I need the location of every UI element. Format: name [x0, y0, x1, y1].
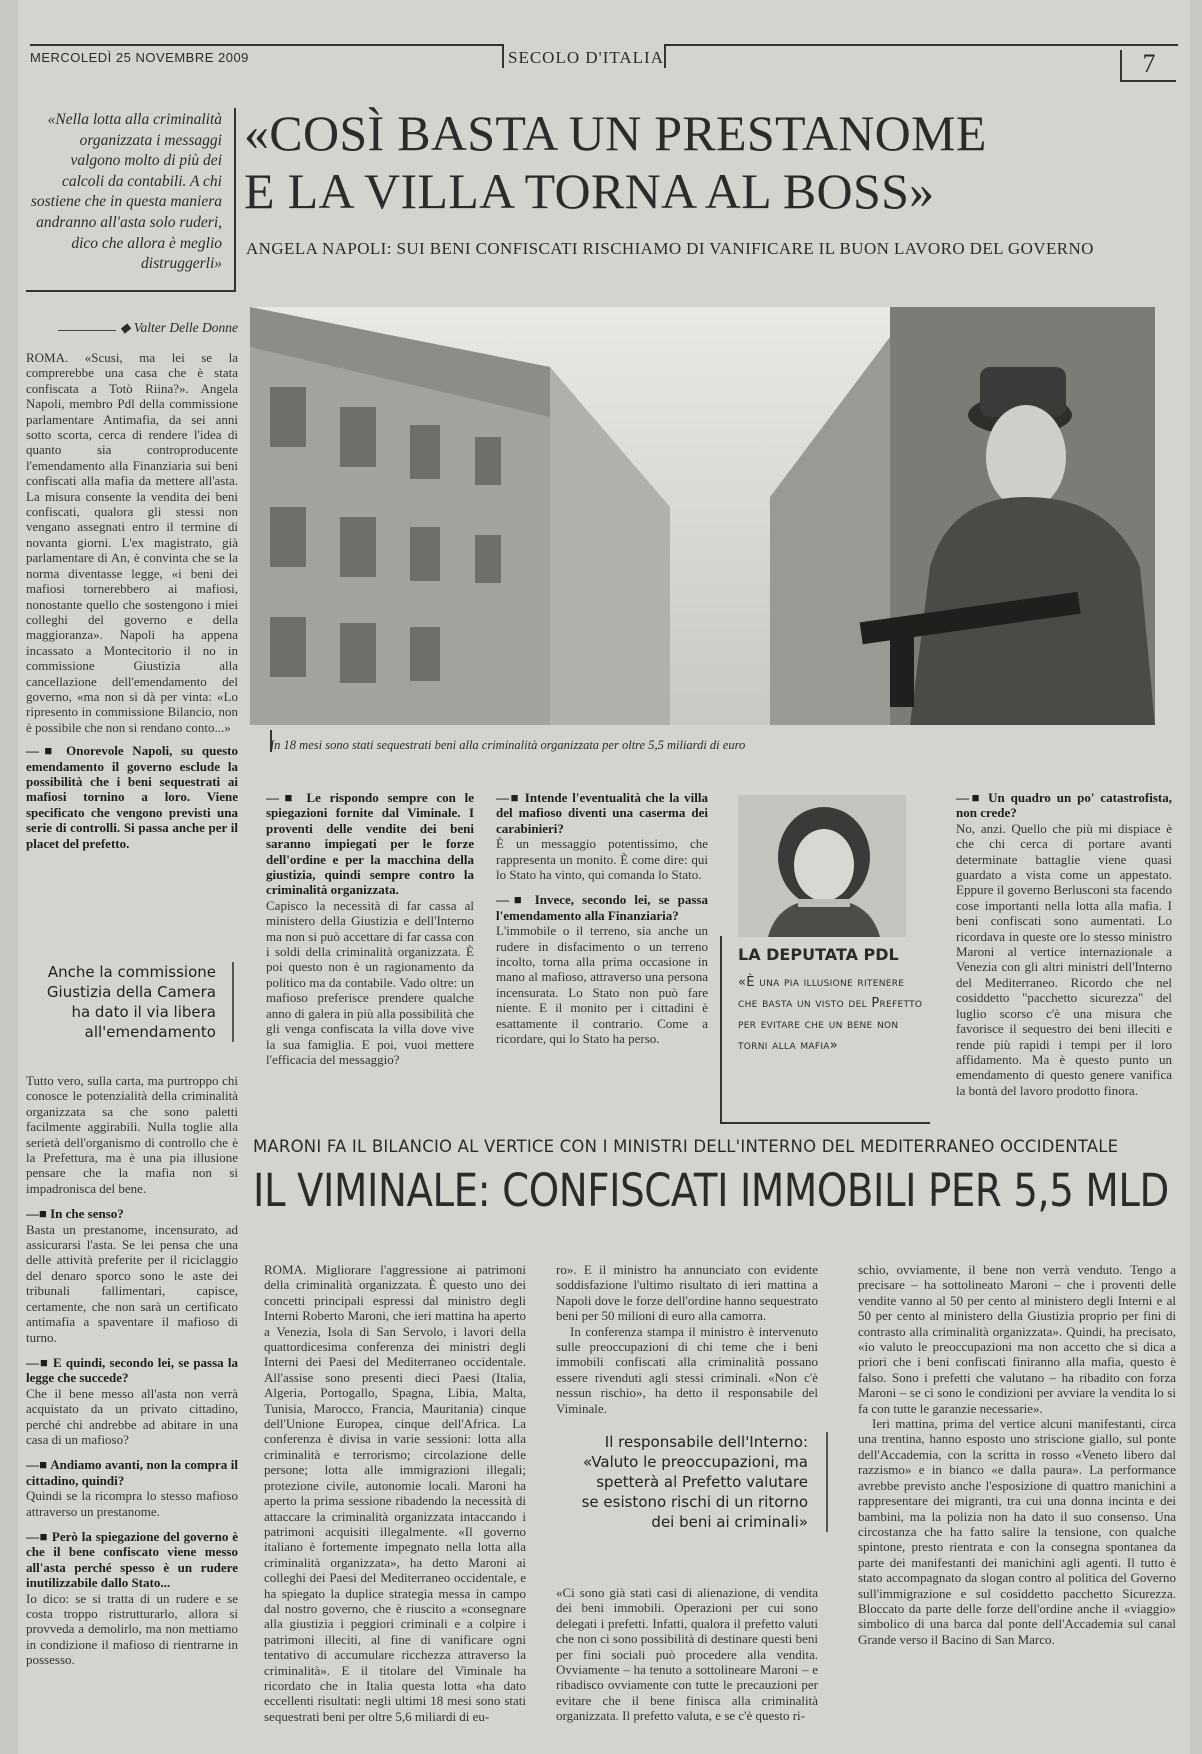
- photo-caption: In 18 mesi sono stati sequestrati beni alla criminalità organizzata per oltre 5,5 miliardi di euro: [270, 738, 746, 752]
- header-date: MERCOLEDÌ 25 NOVEMBRE 2009: [30, 50, 249, 65]
- interview-question-8-text: Invece, secondo lei, se passa l'emendamento alla Finanziaria?: [496, 892, 708, 923]
- byline-author: Valter Delle Donne: [133, 320, 238, 335]
- interview-question-5-text: Però la spiegazione del governo è che il bene confiscato viene messo all'asta perché spesso è un rudere inutilizzabile dallo Stato...: [26, 1528, 238, 1591]
- article-title-line-1: «COSÌ BASTA UN PRESTANOME: [244, 105, 987, 161]
- article-2-col-2-paragraph-1: ro». E il ministro ha annunciato con evidente soddisfazione l'ultimo risultato di ieri mattina a Napoli dove le forze dell'ordine hanno sequestrato beni per 50 milioni di euro alla camorra.: [556, 1262, 818, 1324]
- article-col-3: [496, 790, 708, 1047]
- article-2-col-1-text: ROMA. Migliorare l'aggressione ai patrimoni della criminalità organizzata. È questo uno dei concetti principali espressi dal ministro degli Interni Roberto Maroni, che ieri mattina ha aperto a Venezia, Isola di San Servolo, i lavori della quattordicesima conferenza dei ministri degli Interni dei Paesi del Mediterraneo occidentale. All'assise sono presenti dieci Paesi (Italia, Algeria, Portogallo, Spagna, Libia, Malta, Tunisia, Marocco, Francia, Mauritania) cinque dell'Unione Europea, cinque dell'Africa. La conferenza è divisa in varie sessioni: lotta alla criminalità e terrorismo; circolazione delle persone; lotta alle immigrazioni illegali; protezione civile, autonomie locali. Maroni ha aperto la prima sessione ribadendo la necessità di attaccare la criminalità organizzata intaccando i patrimoni acquisiti illegalmente. «Il governo italiano è fortemente impegnato nella lotta alla criminalità organizzata», ha detto Maroni ai colleghi dei Paesi del Mediterraneo occidentale, e ha spiegato la duplice strategia messa in campo dal nostro governo, che è riuscito a «consegnare alla giustizia i peggiori criminali e a colpire i patrimoni illeciti, al fine di vanificare ogni tentativo di accumulare ricchezza attraverso la criminalità». E il titolare del Viminale ha ricordato che in Italia questa lotta «ha dato eccellenti risultati: negli ultimi 18 mesi sono stati sequestrati beni per oltre 5,6 miliardi di eu-: [264, 1262, 526, 1724]
- deputy-photo: [738, 795, 906, 937]
- byline-diamond-icon: ◆: [120, 320, 134, 335]
- article-lead-paragraph: ROMA. «Scusi, ma lei se la comprerebbe una casa che è stata confiscata a Totò Riina?». Angela Napoli, membro Pdl della commissione parlamentare Antimafia, da sei anni sotto scorta, cerca di rendere l'idea di quanto sia controproducente l'emendamento alla Finanziaria sui beni confiscati alla mafia da mettere all'asta. La misura consente la vendita dei beni confiscati, qualora gli stessi non vengano assegnati entro il termine di novanta giorni. L'ex magistrato, già parlamentare di An, è convinta che se la norma diventasse legge, «i beni dei mafiosi tornerebbero ai mafiosi, nonostante quello che sostengono i miei colleghi del governo e della maggioranza». Napoli ha appena incassato a Montecitorio il no in commissione Giustizia alla cancellazione dell'emendamento del governo, «ma non si dà per vinta: «Lo ripresento in commissione Bilancio, non è possibile che non si rendano conto...»: [26, 350, 238, 735]
- carabiniere-photo-illustration: [250, 307, 1155, 725]
- article-col-2: [266, 790, 474, 1067]
- article-2-col-3-paragraph-1: schio, ovviamente, il bene non verrà venduto. Tengo a precisare – ha sottolineato Maroni – che i proventi delle vendite vanno al 50 per cento al ministero degli Interni e al 50 per cento al ministero della Giustizia proprio per fini di contrasto alla criminalità organizzata». Quindi, ha precisato, «io valuto le preoccupazioni ma non accetto che si dica a priori che i beni confiscati finiranno alla mafia, questo è falso. Sono i prefetti che valutano – ha ribadito con forza Maroni – se ci sono le condizioni per avviare la vendita lo si fa con tutte le garanzie necessarie».: [858, 1262, 1176, 1416]
- interview-answer-1: Tutto vero, sulla carta, ma purtroppo chi conosce le potenzialità della criminalità organizzata sa che sono paletti facilmente aggirabili. Nulla toglie alla serietà dell'organismo di controllo che è la Prefettura, ma è una pia illusione pensare che la mafia non si impadronisca del bene.: [26, 1073, 238, 1196]
- interview-question-3: —■ E quindi, secondo lei, se passa la legge che succede?: [26, 1354, 238, 1386]
- interview-question-6-text: Le rispondo sempre con le spiegazioni fornite dal Viminale. I proventi delle vendite dei beni saranno impiegati per le forze dell'ordine e per la macchina della giustizia, quindi sempre contro la criminalità organizzata.: [266, 790, 474, 898]
- deputy-box-quote: «È una pia illusione ritenere che basta un visto del Prefetto per evitare che un bene non torni alla mafia»: [738, 975, 923, 1053]
- article-2-kicker: MARONI FA IL BILANCIO AL VERTICE CON I MINISTRI DELL'INTERNO DEL MEDITERRANEO OCCIDENTALE: [253, 1137, 1119, 1156]
- interview-question-6: —■ Le rispondo sempre con le spiegazioni fornite dal Viminale. I proventi delle vendite dei beni saranno impiegati per le forze dell'ordine e per la macchina della giustizia, quindi sempre contro la criminalità organizzata.: [266, 790, 474, 898]
- pull-quote-1: Anche la commissione Giustizia della Camera ha dato il via libera all'emendamento: [28, 962, 234, 1042]
- interview-answer-4: Quindi se la ricompra lo stesso mafioso attraverso un prestanome.: [26, 1488, 238, 1519]
- interview-question-7: —■ Intende l'eventualità che la villa del mafioso diventi una caserma dei carabinieri?: [496, 790, 708, 836]
- article-col-1-top: [26, 350, 238, 851]
- interview-question-1-text: Onorevole Napoli, su questo emendamento il governo esclude la possibilità che i beni sequestrati ai mafiosi tornino a loro. Viene specificato che vengono previsti una serie di controlli. Si passa anche per il placet del prefetto.: [26, 743, 239, 851]
- page-number: 7: [1120, 50, 1176, 82]
- header-rule-tick-2: [664, 44, 666, 68]
- article-2-col-2-top: [556, 1262, 818, 1416]
- interview-question-4: —■ Andiamo avanti, non la compra il cittadino, quindi?: [26, 1457, 238, 1488]
- newspaper-page: [18, 0, 1190, 1754]
- deputy-portrait: [738, 795, 906, 937]
- interview-answer-8: L'immobile o il terreno, sia anche un rudere in disfacimento o un terreno incolto, torna alla prima occasione in mano al mafioso, attraverso una persona incensurata. Lo Stato non può fare niente. E il monito per i cittadini è esattamente il contrario. Come a ricordare, qui lo Stato ha perso.: [496, 923, 708, 1047]
- lead-quote: «Nella lotta alla criminalità organizzata i messaggi valgono molto di più dei calcoli da contabili. A chi sostiene che in questa maniera andranno all'asta solo ruderi, dico che allora è meglio distruggerli»: [26, 108, 236, 292]
- interview-question-9-text: Un quadro un po' catastrofista, non crede?: [956, 790, 1172, 821]
- article-2-col-2-paragraph-3: «Ci sono già stati casi di alienazione, di vendita dei beni immobili. Operazioni per cui sono delegati i prefetti. Infatti, qualora il prefetto valuti che non ci sono possibilità di destinare questi beni per fini sociali può procedere alla vendita. Ovviamente – ha tenuto a sottolineare Maroni – e ribadisco ovviamente con tutte le precauzioni per evitare che il bene finisca alla criminalità organizzata. Il prefetto valuta, e se c'è questo ri-: [556, 1585, 818, 1724]
- interview-question-5: —■ Però la spiegazione del governo è che il bene confiscato viene messo all'asta perché spesso è un rudere inutilizzabile dallo Stato...: [26, 1528, 238, 1591]
- header-rule-tick: [502, 44, 504, 68]
- article-2-col-2-bottom: [556, 1585, 818, 1724]
- interview-question-1: [26, 743, 238, 851]
- article-col-4: [956, 790, 1172, 1098]
- interview-answer-5: Io dico: se si tratta di un rudere e se costa troppo ristrutturarlo, allora si provveda a demolirlo, ma non mettiamo in condizione il mafioso di rientrarne in possesso.: [26, 1590, 238, 1668]
- article-subtitle: ANGELA NAPOLI: SUI BENI CONFISCATI RISCHIAMO DI VANIFICARE IL BUON LAVORO DEL GOVERNO: [246, 239, 1094, 258]
- interview-question-4-text: Andiamo avanti, non la compra il cittadino, quindi?: [26, 1457, 238, 1488]
- interview-answer-7: È un messaggio potentissimo, che rappresenta un monito. È come dire: qui lo Stato ha vinto, qui comanda lo Stato.: [496, 836, 708, 883]
- deputy-box-title: LA DEPUTATA PDL: [738, 945, 899, 964]
- interview-question-9: —■ Un quadro un po' catastrofista, non crede?: [956, 790, 1172, 821]
- article-2-title: IL VIMINALE: CONFISCATI IMMOBILI PER 5,5 MLD: [253, 1164, 1169, 1217]
- article-2-col-3: [858, 1262, 1176, 1647]
- header-paper-name: SECOLO D'ITALIA: [508, 48, 664, 67]
- question-bullet-icon: —■: [26, 743, 67, 759]
- article-2-col-3-paragraph-2: Ieri mattina, prima del vertice alcuni manifestanti, circa una trentina, hanno esposto uno striscione giallo, sul ponte dell'Accademia, con la scritta in rosso «Veneto libero dal razzismo» e in bianco «e dalla paura». La performance avrebbe previsto anche l'esposizione di quattro manichini a rappresentare dei migranti, tra cui una donna incinta e dei bambini, ma la polizia non ha dato il suo consenso. Una circostanza che ha fatto salire la tensione, con qualche spintone, presto rientrata e con la consegna spontanea da parte dei manifestanti dei manichini agli agenti. Il tutto è stato accompagnato da slogan contro al politica del Governo sull'immigrazione e sul cosiddetto pacchetto Sicurezza. Bloccato da parte delle forze dell'ordine anche il «viaggio» simbolico di una barca dal ponte dell'Accademia sul canal Grande verso il Bacino di San Marco.: [858, 1416, 1176, 1647]
- interview-question-2: —■ In che senso?: [26, 1206, 124, 1222]
- main-photo: [250, 307, 1155, 725]
- interview-answer-3: Che il bene messo all'asta non verrà acquistato da un privato cittadino, perché chi andrebbe ad abitare in una casa di un mafioso?: [26, 1385, 238, 1447]
- interview-question-3-text: E quindi, secondo lei, se passa la legge che succede?: [26, 1354, 238, 1386]
- article-2-col-1: [264, 1262, 526, 1724]
- interview-question-7-text: Intende l'eventualità che la villa del mafioso diventi una caserma dei carabinieri?: [496, 790, 708, 836]
- interview-answer-6: Capisco la necessità di far cassa al ministero della Giustizia e dell'Interno ma non si può accettare di far cassa con i soldi della criminalità organizzata. È poi questo non è un ragionamento da politico ma da contabile. Vado oltre: un mafioso preferisce prendere qualche anno di galera in più alla possibilità che gli venga confiscata la villa dove vive la sua famiglia. E poi, vuoi mettere l'efficacia del messaggio?: [266, 897, 474, 1067]
- pull-quote-2: Il responsabile dell'Interno: «Valuto le preoccupazioni, ma spetterà al Prefetto valutare se esistono rischi di un ritorno dei beni ai criminali»: [578, 1432, 828, 1532]
- article-col-1-bottom: [26, 1073, 238, 1668]
- interview-answer-9: No, anzi. Quello che più mi dispiace è che chi cerca di portare avanti determinate battaglie viene quasi guardato a vista come un appestato. Eppure il governo Berlusconi sta facendo cose importanti nella lotta alla mafia. I beni confiscati sono aumentati. Lo ricordava in queste ore lo stesso ministro Maroni al vertice internazionale a Venezia con gli altri ministri dell'Interno del Mediterraneo. Ricordo che nel cosiddetto "pacchetto sicurezza" del luglio scorso c'è una misura che favorisce il sequestro dei beni illeciti e rende più rapidi i tempi per il loro affidamento. Ma è questo punto un emendamento di questo genere vanifica la bontà del lavoro prodotto finora.: [956, 820, 1172, 1098]
- article-title: [244, 104, 1184, 220]
- interview-answer-2: Basta un prestanome, incensurato, ad assicurarsi l'asta. Se lei pensa che una delle attività preferite per il riciclaggio del denaro sporco sono le aste dei tribunali fallimentari, capisce, certamente, che non sarà un certificato antimafia a spaventare il mafioso di turno.: [26, 1221, 238, 1345]
- interview-question-2-text: In che senso?: [50, 1206, 124, 1222]
- article-2-col-2-paragraph-2: In conferenza stampa il ministro è intervenuto sulle preoccupazioni di chi teme che i beni immobili confiscati alla criminalità possano essere rivenduti agli stessi criminali. «Non c'è nessun rischio», ha detto il responsabile del Viminale.: [556, 1323, 818, 1416]
- interview-question-8: —■ Invece, secondo lei, se passa l'emendamento alla Finanziaria?: [496, 892, 708, 923]
- header-rule-left: [30, 44, 504, 46]
- article-title-line-2: E LA VILLA TORNA AL BOSS»: [244, 163, 935, 219]
- header-rule-right: [666, 44, 1178, 46]
- byline: [30, 320, 238, 336]
